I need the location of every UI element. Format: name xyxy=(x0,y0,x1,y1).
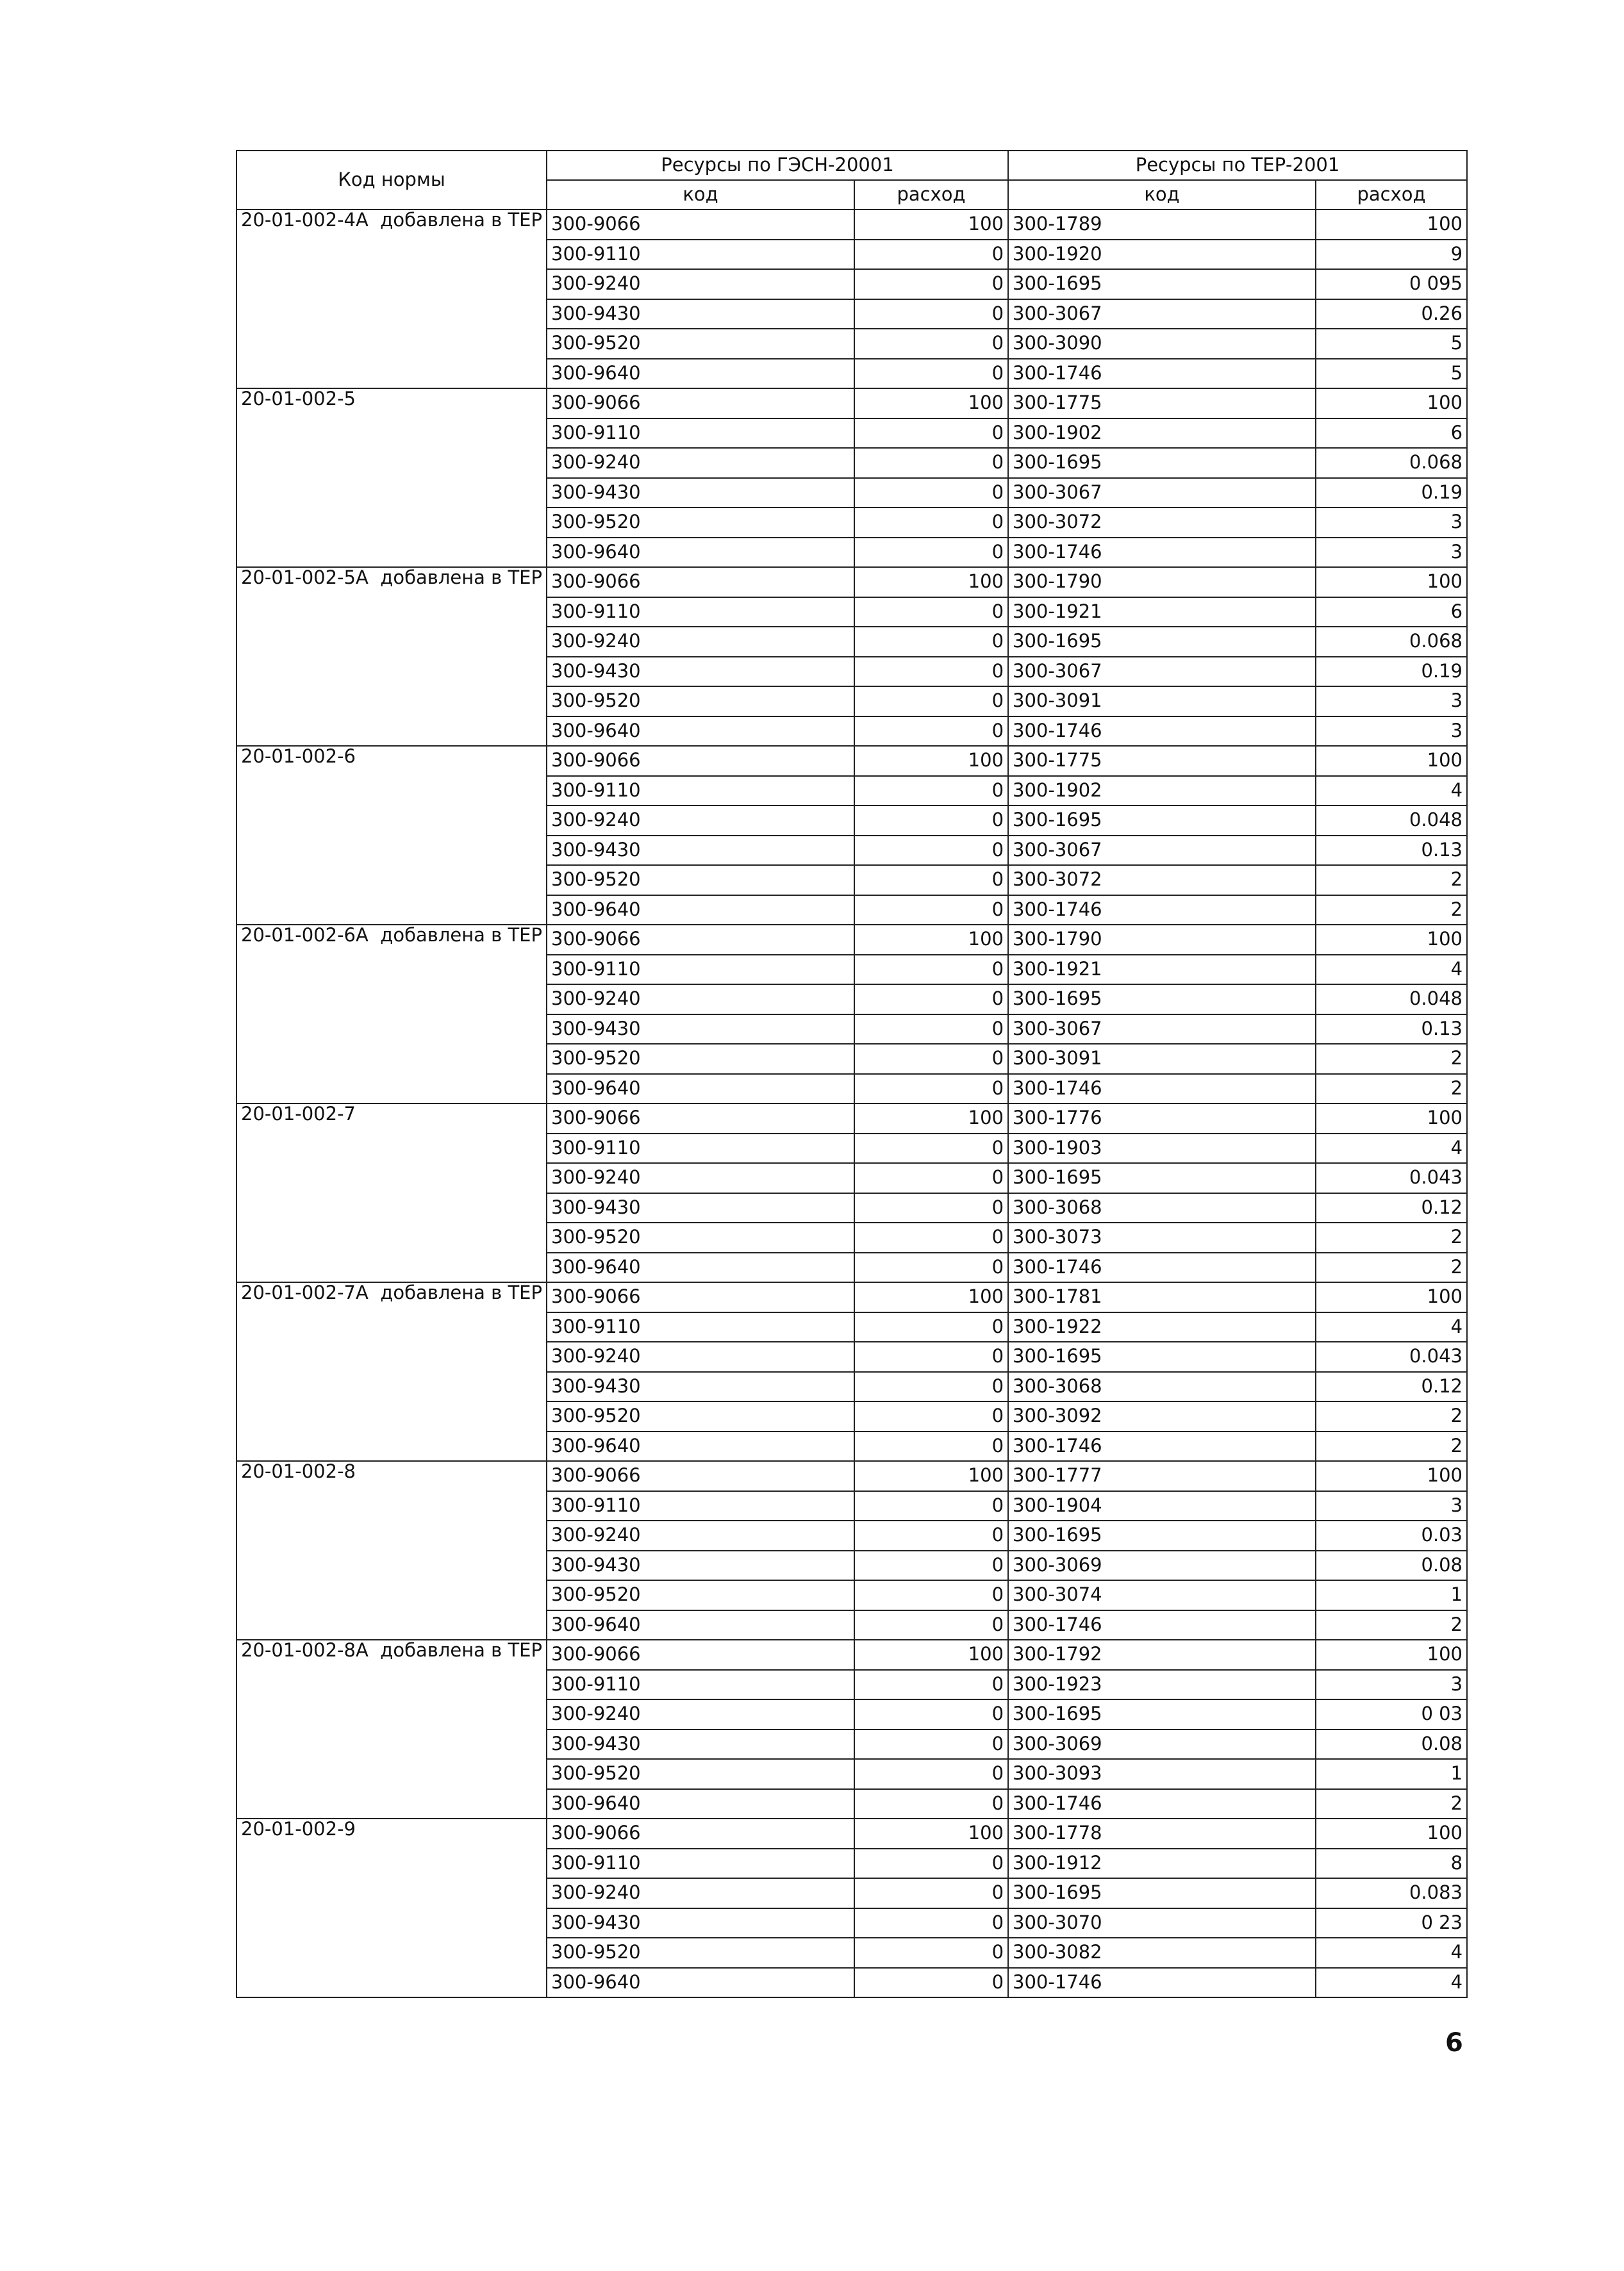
gesn-usage-cell: 0 xyxy=(854,1580,1008,1610)
table-row xyxy=(236,1461,1467,1491)
gesn-usage-cell: 0 xyxy=(854,1968,1008,1998)
ter-code-cell: 300-3070 xyxy=(1008,1908,1316,1938)
ter-usage-cell: 100 xyxy=(1316,1819,1467,1849)
gesn-code-cell: 300-9066 xyxy=(547,1819,854,1849)
ter-usage-cell: 4 xyxy=(1316,955,1467,985)
ter-usage-cell: 0 03 xyxy=(1316,1699,1467,1730)
gesn-code-cell: 300-9520 xyxy=(547,1223,854,1253)
resource-table xyxy=(236,150,1468,1998)
ter-usage-cell: 0.043 xyxy=(1316,1163,1467,1193)
gesn-code-cell: 300-9240 xyxy=(547,1342,854,1372)
ter-code-cell: 300-1789 xyxy=(1008,210,1316,240)
ter-code-cell: 300-1695 xyxy=(1008,627,1316,657)
ter-usage-cell: 100 xyxy=(1316,746,1467,776)
ter-usage-cell: 0.08 xyxy=(1316,1730,1467,1760)
ter-code-cell: 300-1777 xyxy=(1008,1461,1316,1491)
norm-code: 20-01-002-5А xyxy=(241,567,369,588)
gesn-code-cell: 300-9640 xyxy=(547,1074,854,1104)
ter-code-cell: 300-3091 xyxy=(1008,686,1316,716)
gesn-usage-cell: 0 xyxy=(854,1908,1008,1938)
ter-usage-cell: 100 xyxy=(1316,388,1467,418)
ter-code-cell: 300-1781 xyxy=(1008,1282,1316,1312)
norm-code: 20-01-002-5 xyxy=(241,388,356,409)
ter-code-cell: 300-1695 xyxy=(1008,805,1316,836)
gesn-usage-cell: 0 xyxy=(854,1938,1008,1968)
gesn-usage-cell: 100 xyxy=(854,1282,1008,1312)
ter-code-cell: 300-1921 xyxy=(1008,955,1316,985)
gesn-code-cell: 300-9640 xyxy=(547,359,854,389)
ter-usage-cell: 4 xyxy=(1316,1134,1467,1164)
ter-usage-cell: 5 xyxy=(1316,329,1467,359)
gesn-usage-cell: 0 xyxy=(854,359,1008,389)
norm-code: 20-01-002-7 xyxy=(241,1103,356,1125)
gesn-usage-cell: 0 xyxy=(854,329,1008,359)
gesn-code-cell: 300-9110 xyxy=(547,1312,854,1342)
gesn-usage-cell: 0 xyxy=(854,1759,1008,1789)
header-ter-code: код xyxy=(1008,180,1316,210)
ter-code-cell: 300-3068 xyxy=(1008,1193,1316,1223)
ter-code-cell: 300-1776 xyxy=(1008,1103,1316,1134)
gesn-usage-cell: 0 xyxy=(854,836,1008,866)
ter-usage-cell: 0.19 xyxy=(1316,657,1467,687)
norm-code-cell xyxy=(236,1819,547,1997)
gesn-code-cell: 300-9240 xyxy=(547,448,854,478)
gesn-code-cell: 300-9110 xyxy=(547,776,854,806)
ter-code-cell: 300-1903 xyxy=(1008,1134,1316,1164)
table-body xyxy=(236,210,1467,1997)
ter-usage-cell: 4 xyxy=(1316,1938,1467,1968)
ter-usage-cell: 6 xyxy=(1316,597,1467,627)
ter-usage-cell: 100 xyxy=(1316,210,1467,240)
header-norm-code: Код нормы xyxy=(236,151,547,210)
ter-usage-cell: 2 xyxy=(1316,865,1467,895)
ter-code-cell: 300-1923 xyxy=(1008,1670,1316,1700)
gesn-usage-cell: 0 xyxy=(854,984,1008,1014)
ter-usage-cell: 2 xyxy=(1316,895,1467,925)
ter-code-cell: 300-1695 xyxy=(1008,1521,1316,1551)
ter-usage-cell: 0.068 xyxy=(1316,627,1467,657)
norm-code-cell xyxy=(236,746,547,925)
ter-usage-cell: 6 xyxy=(1316,418,1467,449)
ter-code-cell: 300-3072 xyxy=(1008,508,1316,538)
norm-code-cell xyxy=(236,1461,547,1640)
gesn-usage-cell: 0 xyxy=(854,478,1008,508)
ter-usage-cell: 2 xyxy=(1316,1044,1467,1074)
header-ter-usage: расход xyxy=(1316,180,1467,210)
gesn-usage-cell: 0 xyxy=(854,240,1008,270)
ter-usage-cell: 2 xyxy=(1316,1401,1467,1432)
gesn-code-cell: 300-9640 xyxy=(547,716,854,747)
gesn-code-cell: 300-9520 xyxy=(547,1938,854,1968)
gesn-usage-cell: 0 xyxy=(854,508,1008,538)
gesn-code-cell: 300-9520 xyxy=(547,329,854,359)
gesn-code-cell: 300-9640 xyxy=(547,538,854,568)
table-row xyxy=(236,388,1467,418)
gesn-usage-cell: 100 xyxy=(854,1461,1008,1491)
ter-code-cell: 300-3082 xyxy=(1008,1938,1316,1968)
gesn-usage-cell: 0 xyxy=(854,716,1008,747)
ter-usage-cell: 3 xyxy=(1316,716,1467,747)
gesn-code-cell: 300-9110 xyxy=(547,418,854,449)
gesn-code-cell: 300-9430 xyxy=(547,1908,854,1938)
ter-code-cell: 300-3067 xyxy=(1008,657,1316,687)
ter-code-cell: 300-3067 xyxy=(1008,299,1316,329)
ter-usage-cell: 2 xyxy=(1316,1432,1467,1462)
header-gesn-usage: расход xyxy=(854,180,1008,210)
ter-usage-cell: 0.19 xyxy=(1316,478,1467,508)
ter-code-cell: 300-3093 xyxy=(1008,1759,1316,1789)
norm-code: 20-01-002-6А xyxy=(241,925,369,946)
gesn-usage-cell: 0 xyxy=(854,1849,1008,1879)
norm-code-cell xyxy=(236,925,547,1103)
ter-usage-cell: 2 xyxy=(1316,1253,1467,1283)
gesn-usage-cell: 100 xyxy=(854,1819,1008,1849)
gesn-usage-cell: 100 xyxy=(854,746,1008,776)
ter-usage-cell: 0.08 xyxy=(1316,1551,1467,1581)
gesn-code-cell: 300-9066 xyxy=(547,1282,854,1312)
ter-usage-cell: 0.13 xyxy=(1316,1014,1467,1045)
gesn-code-cell: 300-9240 xyxy=(547,1521,854,1551)
gesn-usage-cell: 0 xyxy=(854,1014,1008,1045)
ter-code-cell: 300-1695 xyxy=(1008,1342,1316,1372)
gesn-code-cell: 300-9430 xyxy=(547,1730,854,1760)
gesn-code-cell: 300-9110 xyxy=(547,1491,854,1521)
ter-usage-cell: 4 xyxy=(1316,1312,1467,1342)
ter-usage-cell: 2 xyxy=(1316,1223,1467,1253)
norm-code-cell xyxy=(236,567,547,746)
gesn-code-cell: 300-9066 xyxy=(547,210,854,240)
gesn-code-cell: 300-9430 xyxy=(547,1551,854,1581)
gesn-code-cell: 300-9640 xyxy=(547,1610,854,1640)
ter-code-cell: 300-1695 xyxy=(1008,1878,1316,1908)
gesn-code-cell: 300-9240 xyxy=(547,1699,854,1730)
ter-code-cell: 300-1746 xyxy=(1008,895,1316,925)
norm-code-cell xyxy=(236,1282,547,1461)
ter-code-cell: 300-1790 xyxy=(1008,925,1316,955)
norm-code: 20-01-002-8А xyxy=(241,1640,369,1661)
ter-usage-cell: 0.048 xyxy=(1316,984,1467,1014)
ter-code-cell: 300-1792 xyxy=(1008,1640,1316,1670)
norm-code: 20-01-002-7А xyxy=(241,1282,369,1303)
gesn-code-cell: 300-9430 xyxy=(547,299,854,329)
gesn-usage-cell: 100 xyxy=(854,567,1008,597)
ter-code-cell: 300-3067 xyxy=(1008,1014,1316,1045)
ter-usage-cell: 9 xyxy=(1316,240,1467,270)
gesn-usage-cell: 0 xyxy=(854,1253,1008,1283)
gesn-code-cell: 300-9110 xyxy=(547,955,854,985)
ter-usage-cell: 3 xyxy=(1316,508,1467,538)
gesn-code-cell: 300-9110 xyxy=(547,1849,854,1879)
table-row xyxy=(236,1640,1467,1670)
ter-code-cell: 300-1775 xyxy=(1008,388,1316,418)
ter-code-cell: 300-1921 xyxy=(1008,597,1316,627)
gesn-code-cell: 300-9066 xyxy=(547,746,854,776)
ter-usage-cell: 100 xyxy=(1316,1640,1467,1670)
ter-code-cell: 300-1695 xyxy=(1008,1699,1316,1730)
ter-code-cell: 300-1912 xyxy=(1008,1849,1316,1879)
gesn-code-cell: 300-9640 xyxy=(547,1432,854,1462)
gesn-usage-cell: 0 xyxy=(854,1163,1008,1193)
ter-code-cell: 300-1695 xyxy=(1008,269,1316,299)
ter-code-cell: 300-1695 xyxy=(1008,1163,1316,1193)
ter-code-cell: 300-3091 xyxy=(1008,1044,1316,1074)
ter-code-cell: 300-3067 xyxy=(1008,478,1316,508)
gesn-code-cell: 300-9640 xyxy=(547,1253,854,1283)
gesn-usage-cell: 0 xyxy=(854,1342,1008,1372)
ter-usage-cell: 4 xyxy=(1316,776,1467,806)
gesn-usage-cell: 0 xyxy=(854,1521,1008,1551)
norm-code: 20-01-002-9 xyxy=(241,1819,356,1840)
gesn-usage-cell: 0 xyxy=(854,1491,1008,1521)
ter-code-cell: 300-1775 xyxy=(1008,746,1316,776)
gesn-usage-cell: 100 xyxy=(854,210,1008,240)
gesn-usage-cell: 0 xyxy=(854,1432,1008,1462)
ter-code-cell: 300-3069 xyxy=(1008,1730,1316,1760)
header-gesn-code: код xyxy=(547,180,854,210)
gesn-usage-cell: 0 xyxy=(854,1670,1008,1700)
gesn-usage-cell: 0 xyxy=(854,1223,1008,1253)
ter-code-cell: 300-1746 xyxy=(1008,1968,1316,1998)
gesn-usage-cell: 0 xyxy=(854,1044,1008,1074)
gesn-code-cell: 300-9240 xyxy=(547,1163,854,1193)
header-gesn-resources: Ресурсы по ГЭСН-20001 xyxy=(547,151,1008,180)
ter-usage-cell: 0.083 xyxy=(1316,1878,1467,1908)
gesn-code-cell: 300-9240 xyxy=(547,1878,854,1908)
gesn-usage-cell: 0 xyxy=(854,805,1008,836)
gesn-code-cell: 300-9430 xyxy=(547,836,854,866)
norm-code: 20-01-002-6 xyxy=(241,746,356,767)
gesn-usage-cell: 100 xyxy=(854,1640,1008,1670)
gesn-usage-cell: 100 xyxy=(854,1103,1008,1134)
ter-usage-cell: 3 xyxy=(1316,1491,1467,1521)
gesn-usage-cell: 0 xyxy=(854,776,1008,806)
gesn-usage-cell: 0 xyxy=(854,538,1008,568)
ter-usage-cell: 2 xyxy=(1316,1610,1467,1640)
ter-usage-cell: 0.12 xyxy=(1316,1193,1467,1223)
norm-note: добавлена в ТЕР xyxy=(380,210,542,231)
ter-code-cell: 300-1746 xyxy=(1008,359,1316,389)
gesn-code-cell: 300-9430 xyxy=(547,1193,854,1223)
ter-usage-cell: 0.26 xyxy=(1316,299,1467,329)
ter-usage-cell: 1 xyxy=(1316,1759,1467,1789)
ter-usage-cell: 3 xyxy=(1316,686,1467,716)
ter-usage-cell: 0.043 xyxy=(1316,1342,1467,1372)
gesn-usage-cell: 0 xyxy=(854,1074,1008,1104)
ter-usage-cell: 4 xyxy=(1316,1968,1467,1998)
gesn-usage-cell: 0 xyxy=(854,1699,1008,1730)
gesn-usage-cell: 0 xyxy=(854,448,1008,478)
gesn-usage-cell: 100 xyxy=(854,925,1008,955)
page-number: 6 xyxy=(1445,2028,1463,2058)
ter-usage-cell: 0.12 xyxy=(1316,1372,1467,1402)
gesn-code-cell: 300-9240 xyxy=(547,627,854,657)
norm-note: добавлена в ТЕР xyxy=(380,1640,542,1661)
gesn-code-cell: 300-9066 xyxy=(547,567,854,597)
ter-code-cell: 300-3090 xyxy=(1008,329,1316,359)
ter-usage-cell: 100 xyxy=(1316,1461,1467,1491)
norm-code-cell xyxy=(236,388,547,567)
ter-usage-cell: 100 xyxy=(1316,1282,1467,1312)
gesn-usage-cell: 0 xyxy=(854,686,1008,716)
gesn-code-cell: 300-9240 xyxy=(547,805,854,836)
norm-note: добавлена в ТЕР xyxy=(380,925,542,946)
gesn-code-cell: 300-9520 xyxy=(547,1044,854,1074)
gesn-code-cell: 300-9640 xyxy=(547,1789,854,1819)
ter-usage-cell: 0.03 xyxy=(1316,1521,1467,1551)
gesn-code-cell: 300-9066 xyxy=(547,1461,854,1491)
gesn-code-cell: 300-9110 xyxy=(547,597,854,627)
gesn-code-cell: 300-9520 xyxy=(547,1759,854,1789)
norm-code-cell xyxy=(236,1103,547,1282)
gesn-code-cell: 300-9520 xyxy=(547,686,854,716)
gesn-code-cell: 300-9066 xyxy=(547,1640,854,1670)
gesn-usage-cell: 0 xyxy=(854,1878,1008,1908)
ter-usage-cell: 100 xyxy=(1316,925,1467,955)
ter-code-cell: 300-1790 xyxy=(1008,567,1316,597)
gesn-usage-cell: 0 xyxy=(854,1372,1008,1402)
norm-note: добавлена в ТЕР xyxy=(380,567,542,588)
norm-note: добавлена в ТЕР xyxy=(380,1282,542,1303)
gesn-usage-cell: 0 xyxy=(854,657,1008,687)
gesn-code-cell: 300-9110 xyxy=(547,1670,854,1700)
gesn-code-cell: 300-9066 xyxy=(547,1103,854,1134)
ter-usage-cell: 0 095 xyxy=(1316,269,1467,299)
gesn-usage-cell: 0 xyxy=(854,895,1008,925)
gesn-code-cell: 300-9430 xyxy=(547,1014,854,1045)
header-row-top xyxy=(236,151,1467,180)
ter-usage-cell: 8 xyxy=(1316,1849,1467,1879)
ter-code-cell: 300-1902 xyxy=(1008,418,1316,449)
ter-code-cell: 300-3067 xyxy=(1008,836,1316,866)
gesn-code-cell: 300-9240 xyxy=(547,984,854,1014)
norm-code: 20-01-002-4А xyxy=(241,210,369,231)
table-row xyxy=(236,925,1467,955)
gesn-usage-cell: 0 xyxy=(854,627,1008,657)
table-row xyxy=(236,210,1467,240)
table-row xyxy=(236,567,1467,597)
ter-code-cell: 300-3074 xyxy=(1008,1580,1316,1610)
ter-usage-cell: 0.068 xyxy=(1316,448,1467,478)
gesn-usage-cell: 0 xyxy=(854,1134,1008,1164)
norm-code: 20-01-002-8 xyxy=(241,1461,356,1482)
ter-usage-cell: 2 xyxy=(1316,1789,1467,1819)
gesn-usage-cell: 0 xyxy=(854,1730,1008,1760)
gesn-usage-cell: 0 xyxy=(854,865,1008,895)
gesn-code-cell: 300-9520 xyxy=(547,508,854,538)
gesn-code-cell: 300-9520 xyxy=(547,865,854,895)
ter-code-cell: 300-1902 xyxy=(1008,776,1316,806)
ter-code-cell: 300-1695 xyxy=(1008,984,1316,1014)
table-row xyxy=(236,1819,1467,1849)
ter-usage-cell: 3 xyxy=(1316,1670,1467,1700)
gesn-usage-cell: 0 xyxy=(854,299,1008,329)
gesn-usage-cell: 0 xyxy=(854,418,1008,449)
gesn-code-cell: 300-9066 xyxy=(547,388,854,418)
gesn-code-cell: 300-9066 xyxy=(547,925,854,955)
gesn-usage-cell: 0 xyxy=(854,1789,1008,1819)
ter-usage-cell: 0.048 xyxy=(1316,805,1467,836)
gesn-usage-cell: 0 xyxy=(854,597,1008,627)
ter-code-cell: 300-1778 xyxy=(1008,1819,1316,1849)
ter-code-cell: 300-1695 xyxy=(1008,448,1316,478)
gesn-usage-cell: 0 xyxy=(854,955,1008,985)
gesn-usage-cell: 0 xyxy=(854,1610,1008,1640)
gesn-usage-cell: 0 xyxy=(854,1312,1008,1342)
gesn-code-cell: 300-9520 xyxy=(547,1401,854,1432)
ter-code-cell: 300-3072 xyxy=(1008,865,1316,895)
ter-code-cell: 300-3092 xyxy=(1008,1401,1316,1432)
gesn-code-cell: 300-9640 xyxy=(547,895,854,925)
gesn-usage-cell: 0 xyxy=(854,269,1008,299)
gesn-code-cell: 300-9520 xyxy=(547,1580,854,1610)
gesn-usage-cell: 0 xyxy=(854,1551,1008,1581)
ter-code-cell: 300-1746 xyxy=(1008,1432,1316,1462)
ter-usage-cell: 0.13 xyxy=(1316,836,1467,866)
gesn-code-cell: 300-9240 xyxy=(547,269,854,299)
ter-usage-cell: 0 23 xyxy=(1316,1908,1467,1938)
table-row xyxy=(236,746,1467,776)
ter-usage-cell: 3 xyxy=(1316,538,1467,568)
ter-code-cell: 300-3068 xyxy=(1008,1372,1316,1402)
ter-code-cell: 300-1904 xyxy=(1008,1491,1316,1521)
ter-code-cell: 300-1746 xyxy=(1008,1610,1316,1640)
gesn-code-cell: 300-9430 xyxy=(547,478,854,508)
ter-code-cell: 300-1746 xyxy=(1008,1074,1316,1104)
table-row xyxy=(236,1282,1467,1312)
norm-code-cell xyxy=(236,1640,547,1819)
ter-usage-cell: 100 xyxy=(1316,567,1467,597)
ter-code-cell: 300-1922 xyxy=(1008,1312,1316,1342)
gesn-usage-cell: 0 xyxy=(854,1193,1008,1223)
ter-usage-cell: 2 xyxy=(1316,1074,1467,1104)
gesn-usage-cell: 0 xyxy=(854,1401,1008,1432)
gesn-code-cell: 300-9430 xyxy=(547,657,854,687)
ter-code-cell: 300-3073 xyxy=(1008,1223,1316,1253)
table-row xyxy=(236,1103,1467,1134)
ter-usage-cell: 100 xyxy=(1316,1103,1467,1134)
gesn-code-cell: 300-9110 xyxy=(547,1134,854,1164)
gesn-code-cell: 300-9110 xyxy=(547,240,854,270)
gesn-code-cell: 300-9430 xyxy=(547,1372,854,1402)
gesn-code-cell: 300-9640 xyxy=(547,1968,854,1998)
gesn-usage-cell: 100 xyxy=(854,388,1008,418)
ter-code-cell: 300-1746 xyxy=(1008,1253,1316,1283)
ter-code-cell: 300-1746 xyxy=(1008,1789,1316,1819)
header-ter-resources: Ресурсы по ТЕР-2001 xyxy=(1008,151,1467,180)
ter-code-cell: 300-1746 xyxy=(1008,538,1316,568)
ter-usage-cell: 5 xyxy=(1316,359,1467,389)
ter-usage-cell: 1 xyxy=(1316,1580,1467,1610)
norm-code-cell xyxy=(236,210,547,388)
ter-code-cell: 300-1746 xyxy=(1008,716,1316,747)
ter-code-cell: 300-1920 xyxy=(1008,240,1316,270)
ter-code-cell: 300-3069 xyxy=(1008,1551,1316,1581)
